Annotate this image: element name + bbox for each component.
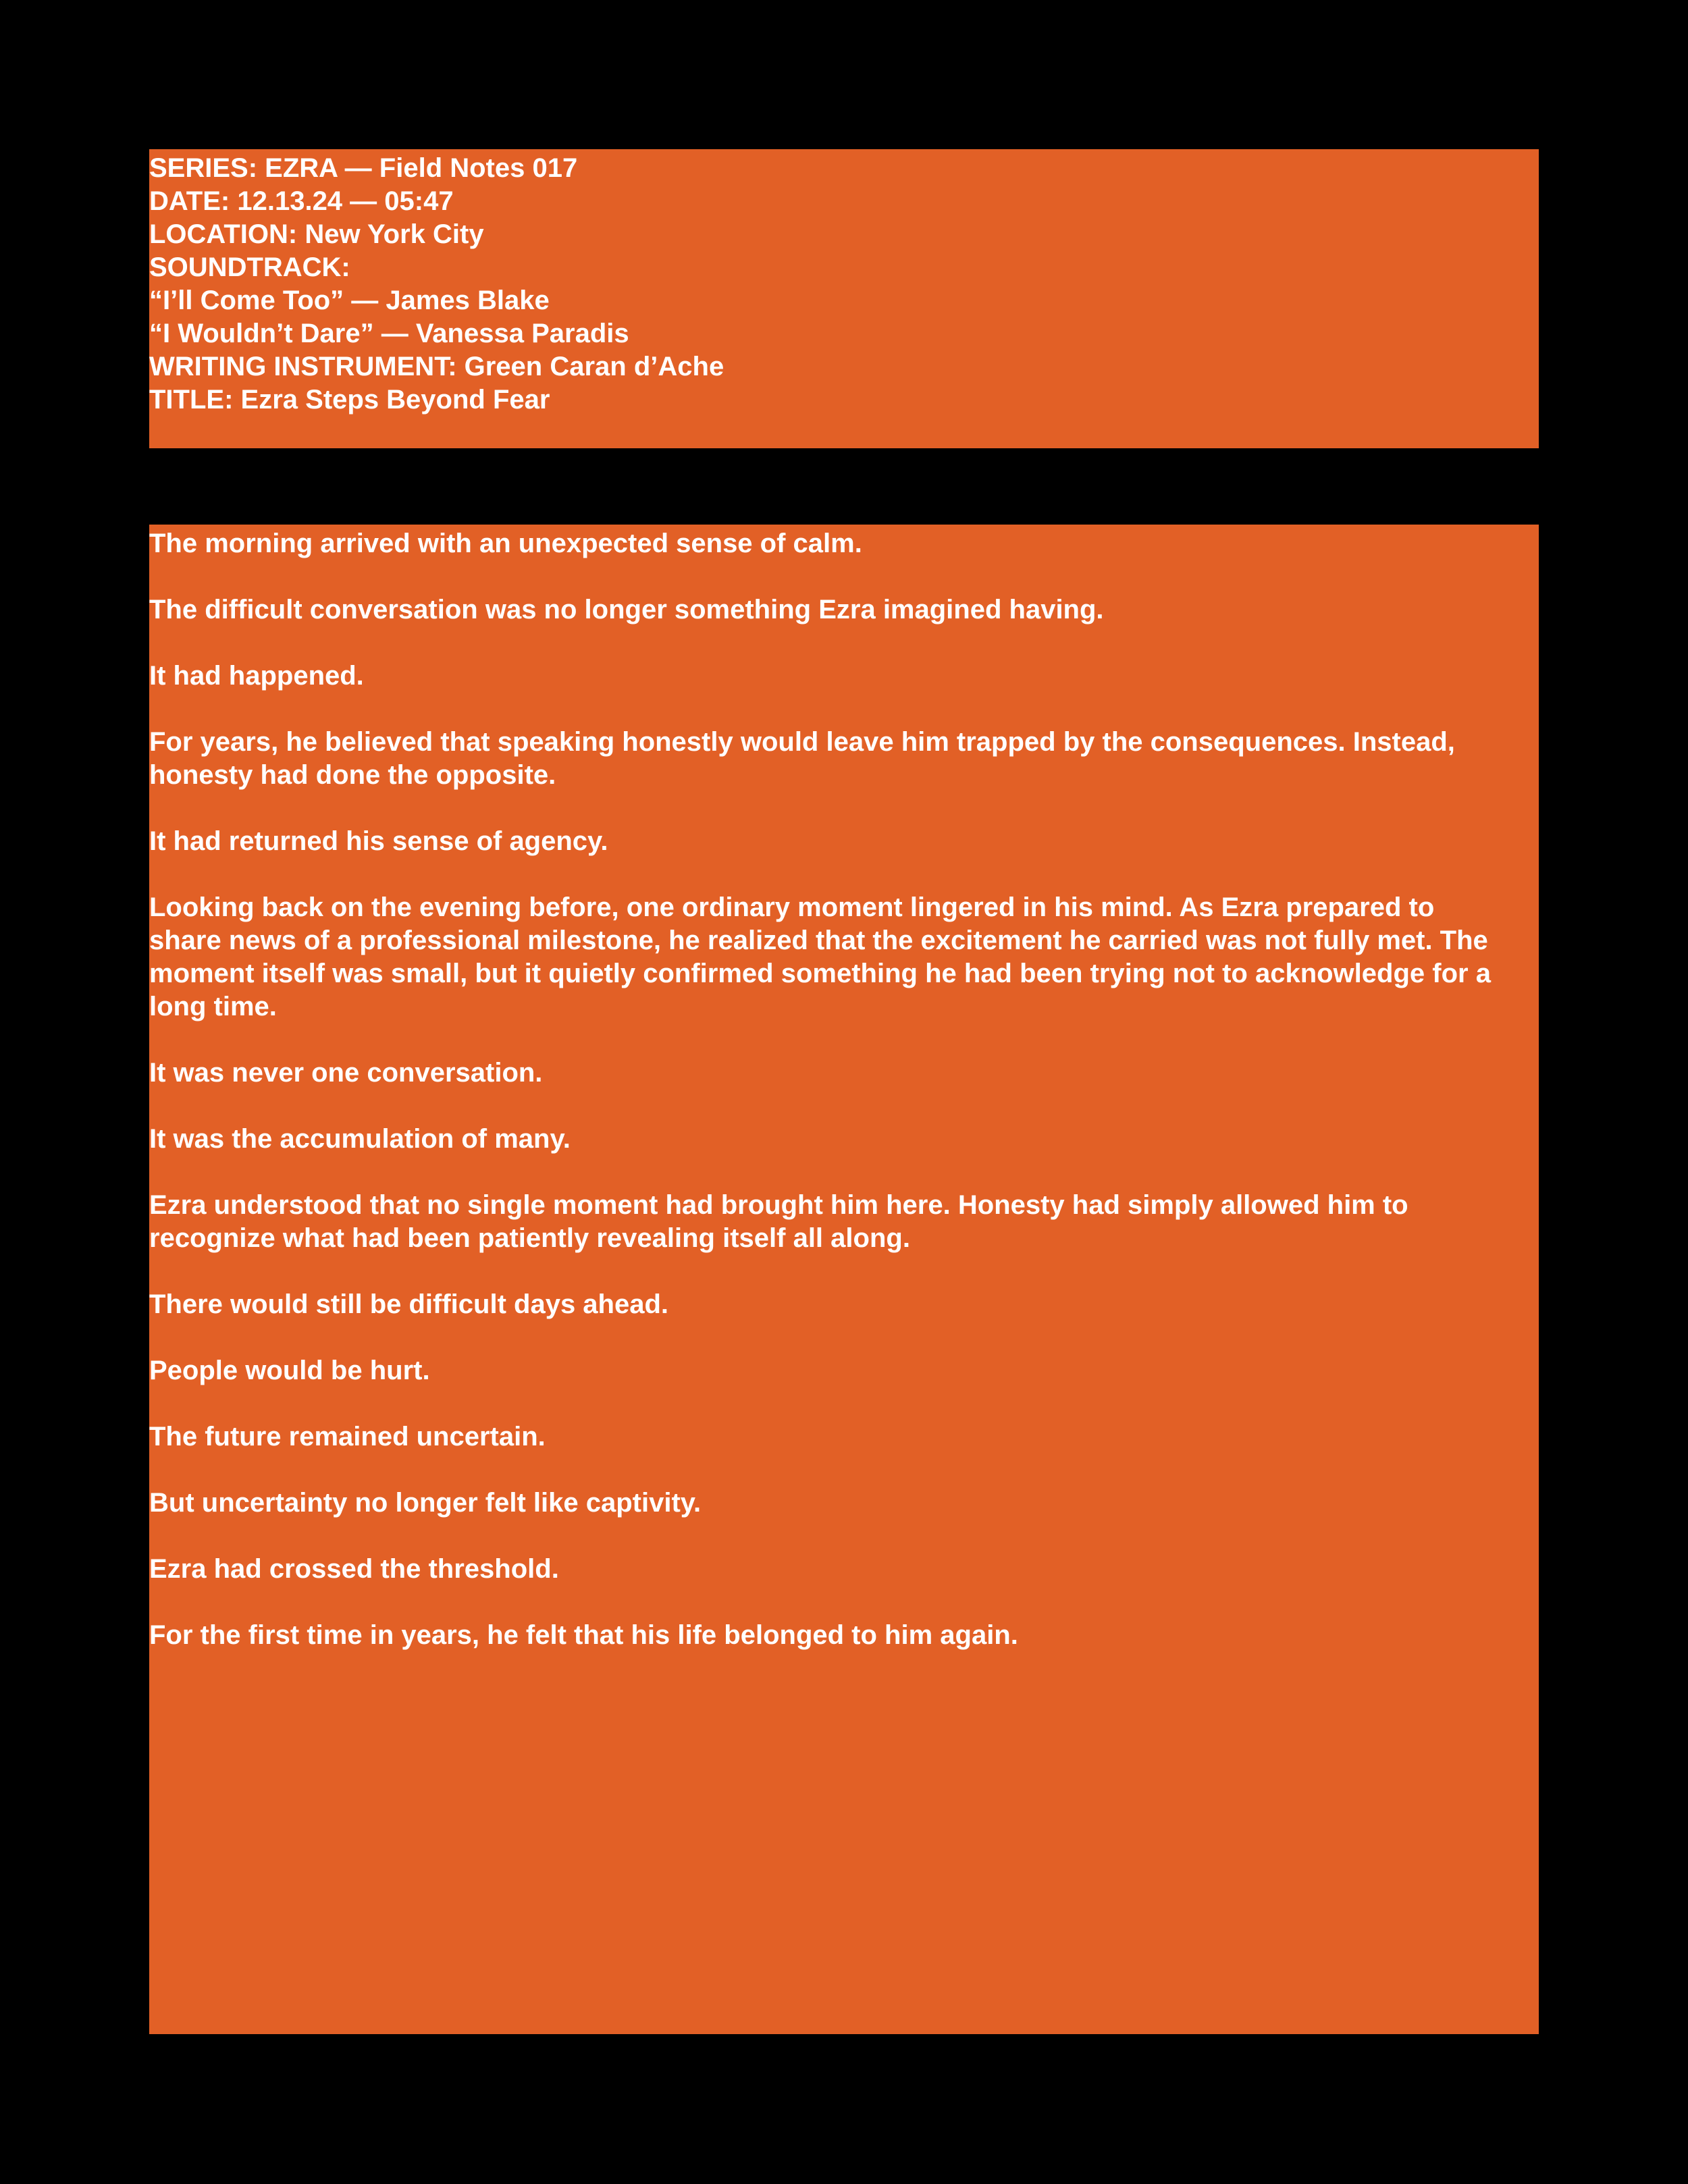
body-paragraph — [149, 527, 1539, 560]
soundtrack-track-2: “I Wouldn’t Dare” — Vanessa Paradis — [149, 319, 629, 348]
paragraph-line: Looking back on the evening before, one ordinary moment lingered in his mind. As Ezra prepared to — [149, 893, 1435, 922]
metadata-panel — [149, 149, 1539, 448]
paragraph-line: There would still be difficult days ahead. — [149, 1289, 669, 1319]
body-paragraph — [149, 1619, 1539, 1652]
paragraph-line: It had returned his sense of agency. — [149, 826, 608, 856]
paragraph-line: But uncertainty no longer felt like captivity. — [149, 1488, 702, 1518]
paragraph-line: share news of a professional milestone, he realized that the excitement he carried was not fully met. The — [149, 926, 1488, 955]
body-paragraph — [149, 660, 1539, 693]
paragraph-line: People would be hurt. — [149, 1356, 430, 1385]
body-paragraph — [149, 891, 1539, 1023]
body-paragraph — [149, 1123, 1539, 1156]
paragraph-line: Ezra had crossed the threshold. — [149, 1554, 559, 1584]
location-line: LOCATION: New York City — [149, 219, 484, 249]
paragraph-line: It was the accumulation of many. — [149, 1124, 571, 1154]
paragraph-line: For years, he believed that speaking honestly would leave him trapped by the consequences. Instead, — [149, 727, 1455, 757]
date-line: DATE: 12.13.24 — 05:47 — [149, 186, 454, 216]
body-paragraph — [149, 1553, 1539, 1586]
paragraph-line: long time. — [149, 992, 277, 1021]
paragraph-line: It was never one conversation. — [149, 1058, 543, 1088]
title-line: TITLE: Ezra Steps Beyond Fear — [149, 385, 550, 415]
body-paragraph — [149, 726, 1539, 792]
body-paragraph — [149, 1189, 1539, 1255]
paragraph-line: moment itself was small, but it quietly confirmed something he had been trying not to acknowledge for a — [149, 959, 1491, 988]
body-paragraph — [149, 825, 1539, 858]
paragraph-line: The difficult conversation was no longer something Ezra imagined having. — [149, 595, 1104, 624]
paragraph-line: recognize what had been patiently revealing itself all along. — [149, 1223, 910, 1253]
body-paragraph — [149, 1354, 1539, 1387]
body-paragraph — [149, 1487, 1539, 1520]
field-notes-body — [149, 525, 1539, 2034]
paragraph-line: The future remained uncertain. — [149, 1422, 546, 1451]
body-paragraph — [149, 1288, 1539, 1321]
paragraph-line: The morning arrived with an unexpected sense of calm. — [149, 529, 862, 558]
paragraph-line: For the first time in years, he felt that his life belonged to him again. — [149, 1620, 1018, 1650]
series-line: SERIES: EZRA — Field Notes 017 — [149, 153, 578, 183]
body-paragraph — [149, 1420, 1539, 1454]
paragraph-line: It had happened. — [149, 661, 364, 691]
paragraph-line: Ezra understood that no single moment had brought him here. Honesty had simply allowed him to — [149, 1190, 1408, 1220]
instrument-line: WRITING INSTRUMENT: Green Caran d’Ache — [149, 352, 724, 381]
soundtrack-label: SOUNDTRACK: — [149, 252, 350, 282]
body-paragraph — [149, 1057, 1539, 1090]
paragraph-line: honesty had done the opposite. — [149, 760, 556, 790]
body-paragraph — [149, 593, 1539, 627]
soundtrack-track-1: “I’ll Come Too” — James Blake — [149, 286, 550, 315]
